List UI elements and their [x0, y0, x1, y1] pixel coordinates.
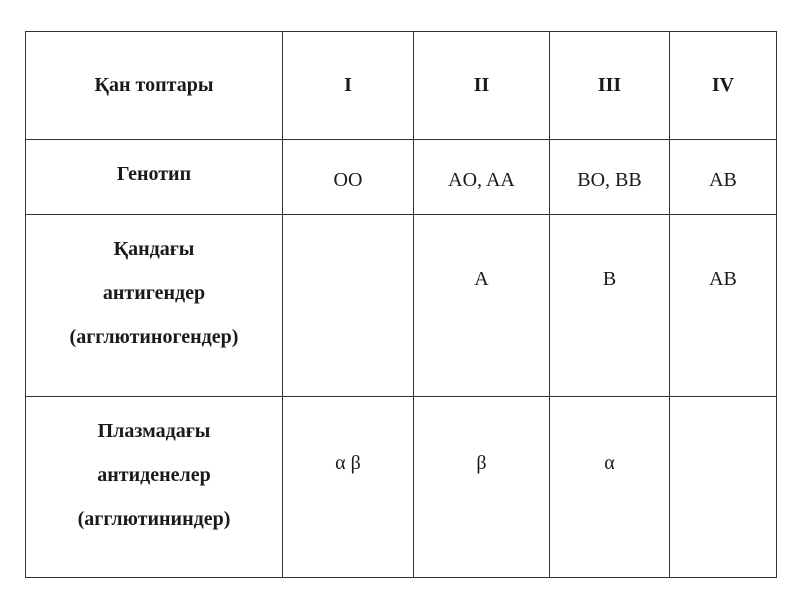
header-group-4: IV	[670, 32, 777, 140]
header-group-1: I	[283, 32, 414, 140]
blood-groups-table	[25, 31, 777, 578]
genotype-group-4: AB	[670, 140, 777, 215]
table-row-genotype	[26, 140, 777, 215]
header-blood-groups-label: Қан топтары	[26, 32, 283, 140]
row-label-antigens	[26, 215, 283, 397]
table-row-antibodies	[26, 397, 777, 578]
row-label-line: антигендер	[102, 282, 206, 304]
antigens-group-3: B	[550, 215, 670, 397]
antibodies-group-1: α β	[283, 397, 414, 578]
genotype-group-1: OO	[283, 140, 414, 215]
antibodies-group-4	[670, 397, 777, 578]
header-group-3: III	[550, 32, 670, 140]
antigens-group-2: A	[414, 215, 550, 397]
table-row-antigens	[26, 215, 777, 397]
row-label-line: Генотип	[116, 163, 192, 185]
row-label-line: антиденелер	[97, 464, 211, 486]
antibodies-group-3: α	[550, 397, 670, 578]
row-label-line: Плазмадағы	[97, 420, 211, 442]
row-label-genotype	[26, 140, 283, 215]
header-group-2: II	[414, 32, 550, 140]
table-header-row	[26, 32, 777, 140]
antibodies-group-2: β	[414, 397, 550, 578]
row-label-antibodies	[26, 397, 283, 578]
row-label-line: Қандағы	[113, 238, 195, 260]
genotype-group-2: AO, AA	[414, 140, 550, 215]
genotype-group-3: BO, BB	[550, 140, 670, 215]
antigens-group-1	[283, 215, 414, 397]
row-label-line: (агглютининдер)	[77, 508, 231, 530]
row-label-line: (агглютиногендер)	[69, 326, 239, 348]
antigens-group-4: AB	[670, 215, 777, 397]
